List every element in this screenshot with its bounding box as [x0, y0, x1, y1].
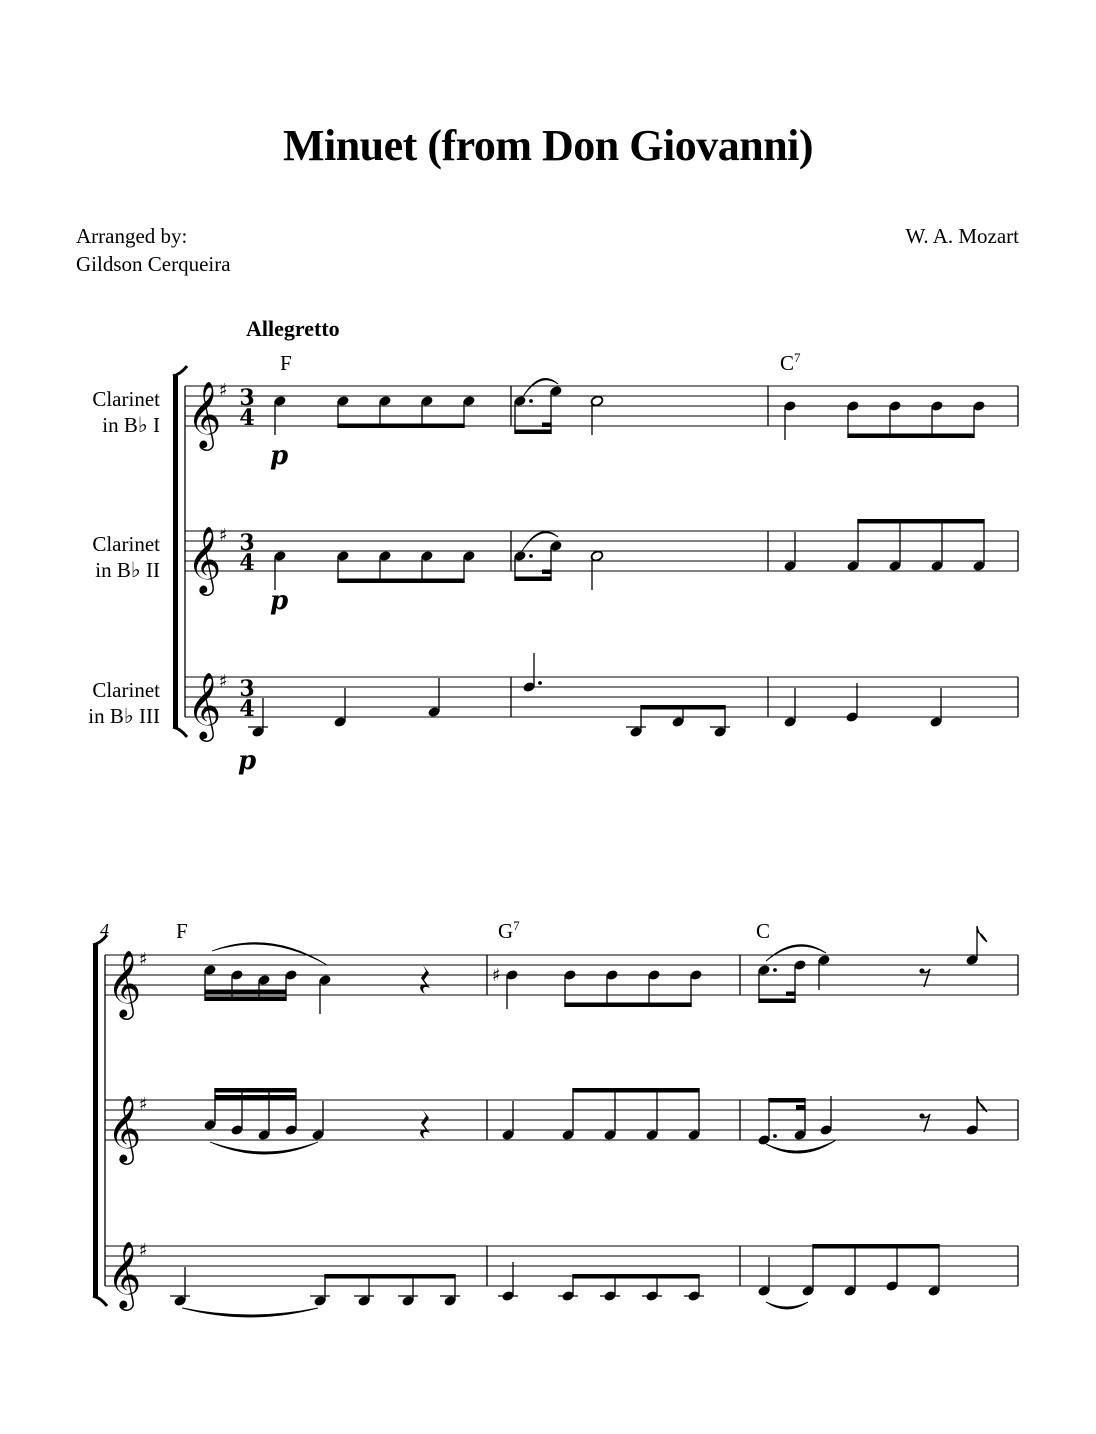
note-flag — [977, 926, 987, 942]
instrument-name-3: Clarinet in B♭ III — [88, 678, 160, 728]
system-2 — [93, 926, 1018, 1317]
beam — [204, 990, 286, 995]
piece-title: Minuet (from Don Giovanni) — [282, 121, 814, 170]
slur — [210, 1142, 318, 1154]
treble-clef-icon: 𝄞 — [187, 525, 222, 593]
instrument-name-1: Clarinet in B♭ I — [92, 387, 160, 437]
system-bracket — [93, 935, 107, 945]
tie — [182, 1308, 318, 1317]
time-signature-top: 3 — [239, 676, 255, 702]
treble-clef-icon: 𝄞 — [107, 1240, 142, 1308]
staff — [185, 380, 1018, 451]
measure-number: 4 — [100, 920, 109, 940]
key-signature-sharp: ♯ — [219, 671, 228, 692]
system-bracket — [173, 376, 178, 727]
beam — [564, 1003, 691, 1008]
treble-clef-icon: 𝄞 — [187, 671, 222, 739]
beam — [786, 992, 796, 997]
beam — [796, 1105, 806, 1110]
instrument-name-2: Clarinet in B♭ II — [92, 532, 160, 582]
chord-symbol: $G^7$ — [498, 918, 520, 943]
sharp-accidental: ♯ — [492, 965, 501, 986]
eighth-rest — [922, 969, 930, 987]
arranger-label: Arranged by: — [76, 224, 188, 248]
time-signature-top: 3 — [239, 530, 255, 556]
chord-symbol: F — [280, 351, 292, 375]
augmentation-dot — [529, 399, 533, 403]
beam — [542, 423, 552, 428]
system-1 — [173, 366, 1018, 776]
tie — [766, 1302, 808, 1309]
time-signature-bottom: 4 — [239, 405, 255, 431]
arranger-name: Gildson Cerqueira — [76, 252, 231, 276]
slur — [766, 1140, 836, 1153]
eighth-rest — [922, 1114, 930, 1132]
beam — [214, 1088, 296, 1093]
slur — [766, 945, 826, 961]
tempo-marking: Allegretto — [246, 316, 340, 341]
beam — [514, 577, 551, 582]
key-signature-sharp: ♯ — [139, 1240, 148, 1261]
augmentation-dot — [773, 1134, 777, 1138]
beam — [857, 519, 984, 524]
dynamic-marking: p — [270, 586, 289, 616]
key-signature-sharp: ♯ — [219, 525, 228, 546]
beam — [514, 430, 551, 435]
beam — [337, 424, 464, 429]
beam — [214, 1095, 296, 1100]
staff — [105, 949, 1018, 1020]
dynamic-marking: p — [238, 746, 257, 776]
key-signature-sharp: ♯ — [139, 1094, 148, 1115]
system-bracket — [93, 945, 98, 1296]
beam — [640, 705, 725, 710]
beam — [847, 434, 974, 439]
chord-symbol: F — [176, 919, 188, 943]
system-bracket — [173, 366, 187, 376]
beam — [337, 579, 464, 584]
treble-clef-icon: 𝄞 — [107, 949, 142, 1017]
system-bracket — [93, 1296, 107, 1306]
beam — [324, 1274, 455, 1279]
system-bracket — [173, 727, 187, 737]
beam — [204, 997, 286, 1002]
quarter-rest — [420, 965, 430, 994]
key-signature-sharp: ♯ — [139, 949, 148, 970]
beam — [572, 1088, 699, 1093]
staff — [185, 525, 1018, 596]
beam — [572, 1274, 699, 1279]
beam — [758, 999, 795, 1004]
treble-clef-icon: 𝄞 — [187, 380, 222, 448]
composer-name: W. A. Mozart — [905, 224, 1019, 248]
key-signature-sharp: ♯ — [219, 380, 228, 401]
beam — [542, 570, 552, 575]
dynamic-marking: p — [270, 441, 289, 471]
staff — [105, 1240, 1018, 1311]
chord-symbol: $C^7$ — [780, 350, 801, 375]
beam — [768, 1098, 805, 1103]
augmentation-dot — [538, 681, 542, 685]
augmentation-dot — [773, 968, 777, 972]
quarter-rest — [420, 1110, 430, 1139]
chord-symbol: C — [756, 919, 771, 943]
augmentation-dot — [529, 554, 533, 558]
time-signature-bottom: 4 — [239, 696, 255, 722]
time-signature-bottom: 4 — [239, 550, 255, 576]
time-signature-top: 3 — [239, 385, 255, 411]
treble-clef-icon: 𝄞 — [107, 1094, 142, 1162]
beam — [812, 1244, 939, 1249]
slur — [212, 943, 327, 965]
staff — [185, 671, 1018, 742]
